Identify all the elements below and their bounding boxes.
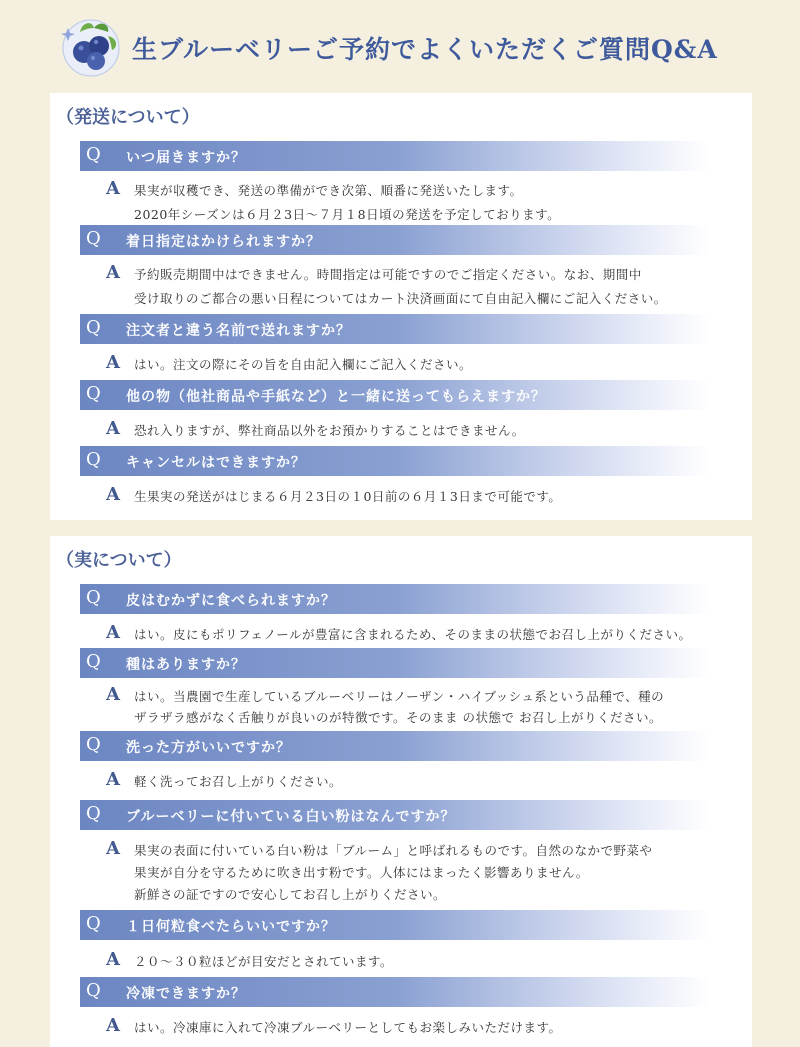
question-bar [80, 731, 710, 761]
answer-line: 果実が収穫でき、発送の準備ができ次第、順番に発送いたします。 [134, 183, 523, 198]
question-text: キャンセルはできますか？ [126, 455, 306, 471]
answer-line: ザラザラ感がなく舌触りが良いのが特徴です。そのまま の状態で お召し上がりください。 [134, 710, 662, 725]
a-label: A [106, 262, 120, 283]
question-bar [80, 977, 710, 1007]
question-bar [80, 648, 710, 678]
section-title: （発送について） [56, 107, 200, 128]
q-label: Q [86, 228, 101, 249]
header [0, 0, 800, 92]
q-label: Q [86, 449, 101, 470]
question-bar [80, 584, 710, 614]
q-label: Q [86, 651, 101, 672]
page-title: 生ブルーベリーご予約でよくいただくご質問Q&A [132, 35, 718, 64]
question-bar [80, 225, 710, 255]
answer-line: 果実の表面に付いている白い粉は「ブルーム」と呼ばれるものです。自然のなかで野菜や [134, 843, 653, 858]
a-label: A [106, 178, 120, 199]
answer-line: 果実が自分を守るために吹き出す粉です。人体にはまったく影響ありません。 [134, 865, 589, 880]
question-text: 種はありますか？ [126, 657, 246, 673]
q-label: Q [86, 144, 101, 165]
q-label: Q [86, 587, 101, 608]
answer-line: はい。皮にもポリフェノールが豊富に含まれるため、そのままの状態でお召し上がりください。 [134, 627, 692, 642]
answer-line: 予約販売期間中はできません。時間指定は可能ですのでご指定ください。なお、期間中 [134, 267, 642, 282]
q-label: Q [86, 317, 101, 338]
answer-line: ２０～３０粒ほどが目安だとされています。 [134, 954, 394, 969]
q-label: Q [86, 383, 101, 404]
question-text: いつ届きますか？ [126, 150, 246, 166]
answer-line: 軽く洗ってお召し上がりください。 [134, 774, 343, 789]
a-label: A [106, 1015, 120, 1036]
a-label: A [106, 949, 120, 970]
q-label: Q [86, 734, 101, 755]
question-text: 他の物（他社商品や手紙など）と一緒に送ってもらえますか？ [126, 389, 546, 405]
a-label: A [106, 352, 120, 373]
question-bar [80, 910, 710, 940]
answer-line: 受け取りのご都合の悪い日程についてはカート決済画面にて自由記入欄にご記入ください。 [134, 291, 667, 306]
section-shipping [50, 93, 752, 520]
blueberry-logo-icon [58, 16, 124, 78]
a-label: A [106, 838, 120, 859]
question-text: 着日指定はかけられますか？ [126, 234, 321, 250]
a-label: A [106, 769, 120, 790]
answer-line: 生果実の発送がはじまる６月２3日の１0日前の６月１3日まで可能です。 [134, 489, 562, 504]
question-bar [80, 314, 710, 344]
a-label: A [106, 418, 120, 439]
a-label: A [106, 484, 120, 505]
question-text: 皮はむかずに食べられますか？ [126, 593, 336, 609]
question-bar [80, 800, 710, 830]
answer-line: 2020年シーズンは６月２3日～７月１8日頃の発送を予定しております。 [134, 207, 561, 222]
question-text: １日何粒食べたらいいですか？ [126, 919, 336, 935]
answer-line: はい。冷凍庫に入れて冷凍ブルーベリーとしてもお楽しみいただけます。 [134, 1020, 562, 1035]
a-label: A [106, 622, 120, 643]
answer-line: 恐れ入りますが、弊社商品以外をお預かりすることはできません。 [134, 423, 525, 438]
question-text: 洗った方がいいですか？ [126, 740, 291, 756]
section-fruit [50, 536, 752, 1047]
question-bar [80, 446, 710, 476]
a-label: A [106, 684, 120, 705]
q-label: Q [86, 913, 101, 934]
answer-line: はい。当農園で生産しているブルーベリーはノーザン・ハイブッシュ系という品種で、種の [134, 689, 665, 704]
answer-line: はい。注文の際にその旨を自由記入欄にご記入ください。 [134, 357, 473, 372]
answer-line: 新鮮さの証ですので安心してお召し上がりください。 [134, 887, 447, 902]
q-label: Q [86, 803, 101, 824]
section-title: （実について） [56, 550, 182, 571]
question-text: 注文者と違う名前で送れますか？ [126, 323, 351, 339]
question-bar [80, 141, 710, 171]
q-label: Q [86, 980, 101, 1001]
question-text: 冷凍できますか？ [126, 986, 246, 1002]
question-bar [80, 380, 710, 410]
question-text: ブルーベリーに付いている白い粉はなんですか？ [126, 809, 456, 825]
